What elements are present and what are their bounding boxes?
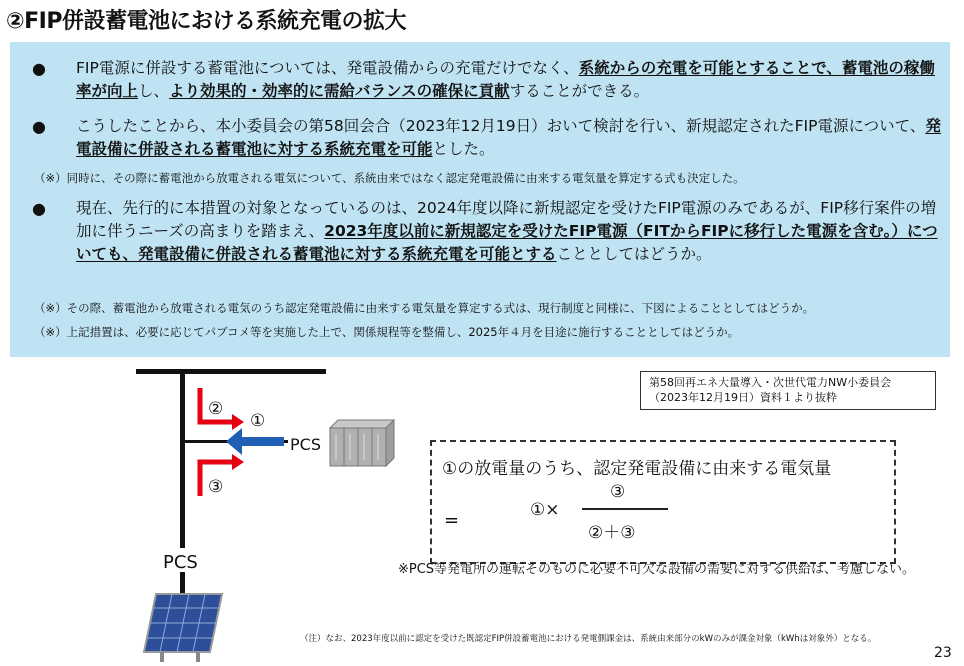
grid-line <box>136 369 326 374</box>
note-3: （※）上記措置は、必要に応じてパブコメ等を実施した上で、関係規程等を整備し、2025年４月を目途に施行することとしてはどうか。 <box>34 325 740 339</box>
source-line-1: 第58回再エネ大量導入・次世代電力NW小委員会 <box>649 376 892 389</box>
emphasis-text: 系統からの充電を可能とすることで、蓄電池の稼働率が向上 <box>76 59 935 100</box>
plain-text: こうしたことから、本小委員会の第58回会合（2023年12月19日）おいて検討を行い、新規認定されたFIP電源について、 <box>76 117 926 135</box>
formula-numerator: ③ <box>610 482 626 502</box>
arrow-1-icon <box>226 428 284 455</box>
formula-heading: ①の放電量のうち、認定発電設備に由来する電気量 <box>442 459 832 479</box>
plain-text: とした。 <box>432 140 495 158</box>
bullet-text <box>76 57 942 103</box>
solar-panel-icon <box>144 594 222 662</box>
emphasis-text: 発電設備に併設される蓄電池に対する系統充電を可能 <box>76 117 941 158</box>
footnote: （注）なお、2023年度以前に認定を受けた既認定FIP併設蓄電池における発電側課金は、系統由来部分のkWのみが課金対象（kWhは対象外）となる。 <box>300 634 877 644</box>
bullet-dot: ● <box>32 59 46 78</box>
note-2: （※）その際、蓄電池から放電される電気のうち認定発電設備に由来する電気量を算定する式は、現行制度と同様に、下図によることとしてはどうか。 <box>34 301 815 315</box>
plain-text: 現在、先行的に本措置の対象となっているのは、2024年度以降に新規認定を受けたFIP電源のみであるが、FIP移行案件の増加に伴うニーズの高まりを踏まえ、 <box>76 199 937 240</box>
page-number: 23 <box>934 645 952 661</box>
formula-multiplier: ①× <box>530 500 560 520</box>
pcs-note: ※PCS等発電所の運転そのものに必要不可欠な設備の需要に対する供給は、考慮しない。 <box>398 562 916 577</box>
fraction-bar <box>582 508 668 510</box>
plain-text: し、 <box>138 82 170 100</box>
formula-box <box>430 440 896 564</box>
summary-box <box>10 42 950 357</box>
source-line-2: （2023年12月19日）資料１より抜粋 <box>649 391 837 404</box>
system-diagram <box>0 360 420 666</box>
formula-equals: = <box>444 510 460 531</box>
marker-2: ② <box>208 399 224 419</box>
emphasis-text: 2023年度以前に新規認定を受けたFIP電源（FITからFIPに移行した電源を含む。）についても、発電設備に併設される蓄電池に対する系統充電を可能とする <box>76 222 938 263</box>
source-box <box>640 371 936 410</box>
pcs-label-bottom: PCS <box>163 552 198 573</box>
plain-text: こととしてはどうか。 <box>556 245 712 263</box>
page-title: ②FIP併設蓄電池における系統充電の拡大 <box>6 9 406 34</box>
pcs-label-top: PCS <box>290 435 321 454</box>
plain-text: することができる。 <box>509 82 650 100</box>
plain-text: FIP電源に併設する蓄電池については、発電設備からの充電だけでなく、 <box>76 59 579 77</box>
battery-icon <box>330 420 394 466</box>
formula-denominator: ②＋③ <box>588 523 636 543</box>
note-1: （※）同時に、その際に蓄電池から放電される電気について、系統由来ではなく認定発電設備に由来する電気量を算定する式も決定した。 <box>34 171 745 185</box>
bullet-2 <box>32 115 942 161</box>
marker-3: ③ <box>208 477 224 497</box>
main-wire <box>180 372 185 618</box>
bullet-dot: ● <box>32 199 46 218</box>
bullet-1 <box>32 57 942 103</box>
bullet-dot: ● <box>32 117 46 136</box>
bullet-text <box>76 115 942 161</box>
bullet-text <box>76 197 942 266</box>
emphasis-text: より効果的・効率的に需給バランスの確保に貢献 <box>169 82 510 100</box>
bullet-3 <box>32 197 942 266</box>
marker-1: ① <box>250 411 266 431</box>
